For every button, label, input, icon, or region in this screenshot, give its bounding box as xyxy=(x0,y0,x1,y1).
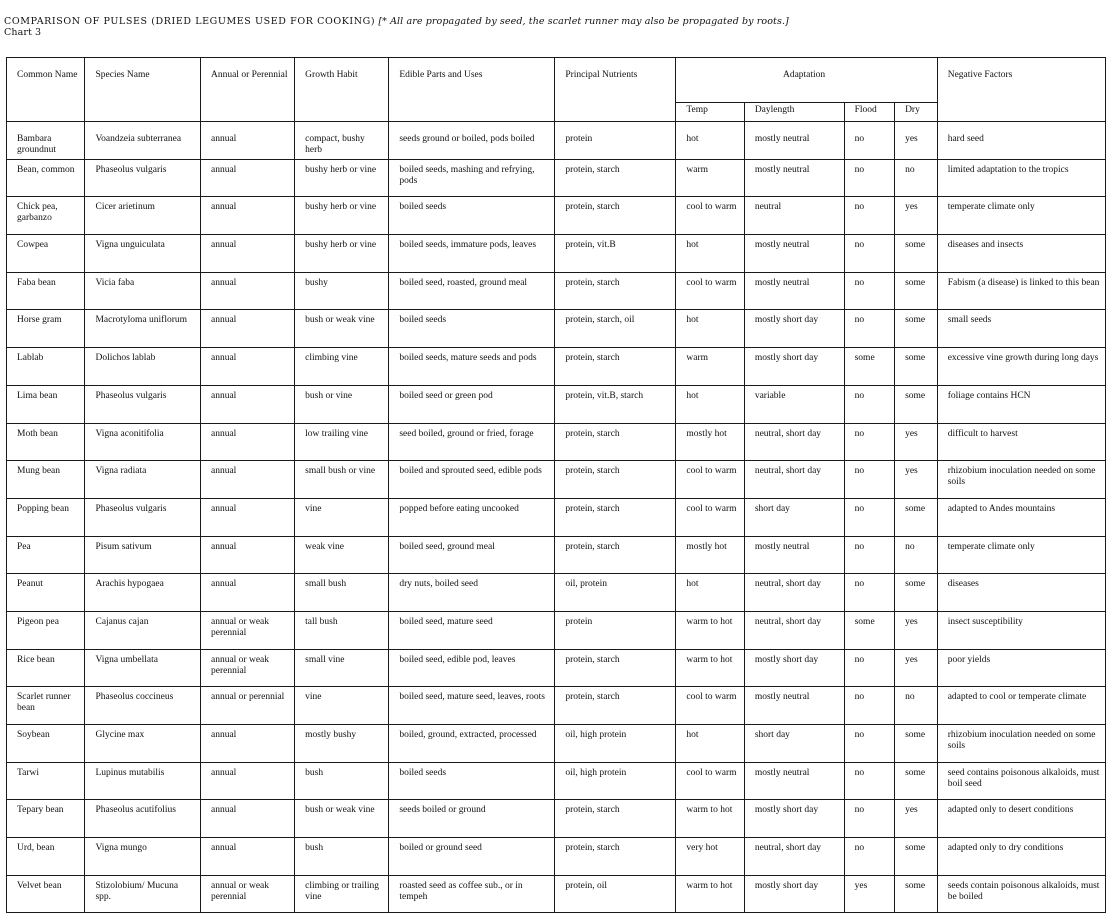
cell-flood: no xyxy=(844,574,894,612)
cell-annual-perennial: annual or weak perennial xyxy=(200,611,294,649)
cell-growth-habit: tall bush xyxy=(295,611,389,649)
table-row xyxy=(7,423,1106,461)
cell-species-name: Phaseolus vulgaris xyxy=(85,385,201,423)
cell-species-name: Stizolobium/ Mucuna spp. xyxy=(85,875,201,913)
cell-temp: hot xyxy=(676,310,744,348)
cell-species-name: Phaseolus vulgaris xyxy=(85,498,201,536)
table-row xyxy=(7,536,1106,574)
cell-growth-habit: bush xyxy=(295,762,389,800)
cell-flood: no xyxy=(844,461,894,499)
cell-flood: no xyxy=(844,310,894,348)
cell-flood: no xyxy=(844,122,894,160)
cell-annual-perennial: annual xyxy=(200,838,294,876)
table-row xyxy=(7,800,1106,838)
table-row xyxy=(7,385,1106,423)
table-row xyxy=(7,498,1106,536)
cell-common-name: Bambara groundnut xyxy=(7,122,85,160)
cell-principal-nutrients: protein xyxy=(555,122,676,160)
cell-negative-factors: difficult to harvest xyxy=(937,423,1105,461)
cell-principal-nutrients: protein, starch xyxy=(555,348,676,386)
cell-edible-parts: boiled seeds xyxy=(389,762,555,800)
cell-flood: no xyxy=(844,762,894,800)
cell-principal-nutrients: protein, vit.B, starch xyxy=(555,385,676,423)
cell-dry: yes xyxy=(895,461,938,499)
cell-principal-nutrients: oil, high protein xyxy=(555,725,676,763)
cell-principal-nutrients: protein, vit.B xyxy=(555,235,676,273)
cell-species-name: Phaseolus vulgaris xyxy=(85,159,201,197)
cell-species-name: Arachis hypogaea xyxy=(85,574,201,612)
cell-daylength: mostly neutral xyxy=(744,159,844,197)
cell-negative-factors: adapted only to desert conditions xyxy=(937,800,1105,838)
cell-principal-nutrients: protein, starch xyxy=(555,649,676,687)
cell-edible-parts: boiled seed, roasted, ground meal xyxy=(389,272,555,310)
document-note: [* All are propagated by seed, the scarlet runner may also be propagated by roots.] xyxy=(378,16,789,27)
cell-dry: some xyxy=(895,272,938,310)
cell-principal-nutrients: protein, starch xyxy=(555,687,676,725)
cell-temp: hot xyxy=(676,574,744,612)
cell-dry: no xyxy=(895,536,938,574)
cell-principal-nutrients: protein, starch, oil xyxy=(555,310,676,348)
cell-negative-factors: temperate climate only xyxy=(937,197,1105,235)
cell-temp: cool to warm xyxy=(676,687,744,725)
cell-temp: very hot xyxy=(676,838,744,876)
cell-annual-perennial: annual xyxy=(200,235,294,273)
table-row xyxy=(7,687,1106,725)
cell-dry: some xyxy=(895,574,938,612)
cell-negative-factors: excessive vine growth during long days xyxy=(937,348,1105,386)
cell-dry: some xyxy=(895,725,938,763)
cell-temp: cool to warm xyxy=(676,197,744,235)
cell-negative-factors: poor yields xyxy=(937,649,1105,687)
cell-edible-parts: popped before eating uncooked xyxy=(389,498,555,536)
cell-species-name: Vicia faba xyxy=(85,272,201,310)
cell-edible-parts: boiled seeds, immature pods, leaves xyxy=(389,235,555,273)
cell-growth-habit: bush or weak vine xyxy=(295,310,389,348)
cell-temp: cool to warm xyxy=(676,461,744,499)
cell-growth-habit: vine xyxy=(295,687,389,725)
cell-dry: yes xyxy=(895,800,938,838)
cell-edible-parts: boiled seeds, mature seeds and pods xyxy=(389,348,555,386)
cell-flood: no xyxy=(844,725,894,763)
cell-daylength: mostly short day xyxy=(744,875,844,913)
cell-species-name: Pisum sativum xyxy=(85,536,201,574)
cell-annual-perennial: annual or perennial xyxy=(200,687,294,725)
cell-species-name: Phaseolus acutifolius xyxy=(85,800,201,838)
cell-temp: hot xyxy=(676,122,744,160)
table-row xyxy=(7,197,1106,235)
cell-dry: some xyxy=(895,235,938,273)
cell-species-name: Vigna radiata xyxy=(85,461,201,499)
cell-daylength: mostly neutral xyxy=(744,536,844,574)
cell-annual-perennial: annual xyxy=(200,310,294,348)
cell-negative-factors: small seeds xyxy=(937,310,1105,348)
cell-growth-habit: small bush or vine xyxy=(295,461,389,499)
cell-common-name: Velvet bean xyxy=(7,875,85,913)
cell-common-name: Peanut xyxy=(7,574,85,612)
cell-daylength: neutral, short day xyxy=(744,611,844,649)
cell-growth-habit: low trailing vine xyxy=(295,423,389,461)
cell-daylength: neutral, short day xyxy=(744,838,844,876)
header-common-name: Common Name xyxy=(7,58,85,122)
cell-daylength: mostly neutral xyxy=(744,235,844,273)
cell-negative-factors: seeds contain poisonous alkaloids, must be boiled xyxy=(937,875,1105,913)
cell-growth-habit: bush or vine xyxy=(295,385,389,423)
cell-species-name: Vigna unguiculata xyxy=(85,235,201,273)
cell-species-name: Lupinus mutabilis xyxy=(85,762,201,800)
cell-daylength: mostly short day xyxy=(744,649,844,687)
header-species-name: Species Name xyxy=(85,58,201,122)
cell-principal-nutrients: protein, starch xyxy=(555,423,676,461)
cell-flood: some xyxy=(844,348,894,386)
cell-flood: no xyxy=(844,197,894,235)
cell-daylength: neutral, short day xyxy=(744,423,844,461)
table-row xyxy=(7,875,1106,913)
cell-negative-factors: adapted to cool or temperate climate xyxy=(937,687,1105,725)
cell-daylength: mostly short day xyxy=(744,348,844,386)
cell-principal-nutrients: oil, protein xyxy=(555,574,676,612)
header-flood: Flood xyxy=(844,103,894,122)
cell-edible-parts: boiled seed or green pod xyxy=(389,385,555,423)
cell-annual-perennial: annual xyxy=(200,122,294,160)
cell-principal-nutrients: oil, high protein xyxy=(555,762,676,800)
cell-annual-perennial: annual xyxy=(200,423,294,461)
cell-growth-habit: climbing vine xyxy=(295,348,389,386)
cell-daylength: mostly neutral xyxy=(744,687,844,725)
cell-dry: some xyxy=(895,762,938,800)
cell-annual-perennial: annual xyxy=(200,197,294,235)
cell-temp: cool to warm xyxy=(676,272,744,310)
cell-principal-nutrients: protein, starch xyxy=(555,498,676,536)
table-row xyxy=(7,122,1106,160)
cell-common-name: Horse gram xyxy=(7,310,85,348)
document-title: COMPARISON OF PULSES (DRIED LEGUMES USED FOR COOKING) xyxy=(4,16,376,27)
table-row xyxy=(7,235,1106,273)
cell-species-name: Voandzeia subterranea xyxy=(85,122,201,160)
cell-growth-habit: compact, bushy herb xyxy=(295,122,389,160)
cell-common-name: Lima bean xyxy=(7,385,85,423)
cell-common-name: Rice bean xyxy=(7,649,85,687)
cell-temp: hot xyxy=(676,725,744,763)
table-row xyxy=(7,272,1106,310)
cell-flood: no xyxy=(844,649,894,687)
cell-temp: warm to hot xyxy=(676,649,744,687)
cell-flood: no xyxy=(844,159,894,197)
cell-common-name: Pea xyxy=(7,536,85,574)
cell-edible-parts: boiled seed, mature seed xyxy=(389,611,555,649)
cell-principal-nutrients: protein xyxy=(555,611,676,649)
table-row xyxy=(7,348,1106,386)
cell-dry: some xyxy=(895,838,938,876)
cell-flood: some xyxy=(844,611,894,649)
cell-temp: warm xyxy=(676,348,744,386)
cell-growth-habit: weak vine xyxy=(295,536,389,574)
cell-flood: no xyxy=(844,498,894,536)
cell-flood: no xyxy=(844,272,894,310)
table-row xyxy=(7,838,1106,876)
document-title-line xyxy=(4,16,789,27)
cell-species-name: Cicer arietinum xyxy=(85,197,201,235)
cell-daylength: neutral, short day xyxy=(744,574,844,612)
cell-dry: no xyxy=(895,159,938,197)
cell-species-name: Cajanus cajan xyxy=(85,611,201,649)
cell-common-name: Soybean xyxy=(7,725,85,763)
header-dry: Dry xyxy=(895,103,938,122)
cell-species-name: Dolichos lablab xyxy=(85,348,201,386)
cell-annual-perennial: annual xyxy=(200,800,294,838)
cell-common-name: Lablab xyxy=(7,348,85,386)
cell-edible-parts: seeds boiled or ground xyxy=(389,800,555,838)
cell-edible-parts: boiled seeds xyxy=(389,197,555,235)
cell-growth-habit: vine xyxy=(295,498,389,536)
table-row xyxy=(7,649,1106,687)
cell-temp: warm to hot xyxy=(676,800,744,838)
cell-negative-factors: seed contains poisonous alkaloids, must boil seed xyxy=(937,762,1105,800)
cell-common-name: Faba bean xyxy=(7,272,85,310)
header-negative-factors: Negative Factors xyxy=(937,58,1105,122)
cell-growth-habit: bushy herb or vine xyxy=(295,235,389,273)
cell-growth-habit: bushy xyxy=(295,272,389,310)
cell-temp: cool to warm xyxy=(676,762,744,800)
cell-negative-factors: temperate climate only xyxy=(937,536,1105,574)
cell-temp: mostly hot xyxy=(676,536,744,574)
cell-daylength: mostly neutral xyxy=(744,272,844,310)
header-temp: Temp xyxy=(676,103,744,122)
cell-daylength: neutral xyxy=(744,197,844,235)
cell-negative-factors: insect susceptibility xyxy=(937,611,1105,649)
cell-principal-nutrients: protein, starch xyxy=(555,159,676,197)
cell-annual-perennial: annual xyxy=(200,159,294,197)
header-growth-habit: Growth Habit xyxy=(295,58,389,122)
cell-species-name: Glycine max xyxy=(85,725,201,763)
header-principal-nutrients: Principal Nutrients xyxy=(555,58,676,122)
table-body xyxy=(7,122,1106,913)
cell-annual-perennial: annual xyxy=(200,461,294,499)
table-row xyxy=(7,159,1106,197)
cell-common-name: Urd, bean xyxy=(7,838,85,876)
cell-flood: yes xyxy=(844,875,894,913)
cell-temp: cool to warm xyxy=(676,498,744,536)
cell-edible-parts: boiled seeds xyxy=(389,310,555,348)
cell-daylength: short day xyxy=(744,725,844,763)
cell-dry: some xyxy=(895,348,938,386)
cell-dry: yes xyxy=(895,611,938,649)
cell-common-name: Popping bean xyxy=(7,498,85,536)
cell-dry: some xyxy=(895,875,938,913)
cell-species-name: Vigna aconitifolia xyxy=(85,423,201,461)
cell-temp: warm xyxy=(676,159,744,197)
cell-edible-parts: roasted seed as coffee sub., or in tempeh xyxy=(389,875,555,913)
cell-common-name: Moth bean xyxy=(7,423,85,461)
cell-edible-parts: seed boiled, ground or fried, forage xyxy=(389,423,555,461)
cell-flood: no xyxy=(844,687,894,725)
cell-annual-perennial: annual xyxy=(200,762,294,800)
cell-principal-nutrients: protein, starch xyxy=(555,838,676,876)
cell-temp: warm to hot xyxy=(676,611,744,649)
cell-temp: hot xyxy=(676,235,744,273)
cell-negative-factors: diseases and insects xyxy=(937,235,1105,273)
cell-principal-nutrients: protein, starch xyxy=(555,461,676,499)
cell-negative-factors: adapted to Andes mountains xyxy=(937,498,1105,536)
cell-temp: mostly hot xyxy=(676,423,744,461)
cell-dry: some xyxy=(895,310,938,348)
cell-negative-factors: foliage contains HCN xyxy=(937,385,1105,423)
cell-daylength: short day xyxy=(744,498,844,536)
cell-annual-perennial: annual xyxy=(200,348,294,386)
cell-flood: no xyxy=(844,838,894,876)
document-heading xyxy=(4,16,789,38)
cell-flood: no xyxy=(844,536,894,574)
cell-daylength: mostly short day xyxy=(744,800,844,838)
table-row xyxy=(7,310,1106,348)
pulses-table xyxy=(6,57,1106,913)
cell-dry: some xyxy=(895,385,938,423)
cell-flood: no xyxy=(844,423,894,461)
cell-daylength: mostly neutral xyxy=(744,762,844,800)
cell-edible-parts: boiled or ground seed xyxy=(389,838,555,876)
cell-edible-parts: boiled seed, ground meal xyxy=(389,536,555,574)
cell-edible-parts: boiled seed, edible pod, leaves xyxy=(389,649,555,687)
cell-growth-habit: bushy herb or vine xyxy=(295,197,389,235)
cell-principal-nutrients: protein, starch xyxy=(555,536,676,574)
cell-flood: no xyxy=(844,235,894,273)
cell-negative-factors: Fabism (a disease) is linked to this bean xyxy=(937,272,1105,310)
header-adaptation: Adaptation xyxy=(676,58,937,103)
table-row xyxy=(7,461,1106,499)
cell-growth-habit: small bush xyxy=(295,574,389,612)
cell-growth-habit: climbing or trailing vine xyxy=(295,875,389,913)
cell-common-name: Scarlet runner bean xyxy=(7,687,85,725)
cell-dry: yes xyxy=(895,649,938,687)
cell-species-name: Vigna mungo xyxy=(85,838,201,876)
cell-common-name: Tepary bean xyxy=(7,800,85,838)
cell-edible-parts: boiled, ground, extracted, processed xyxy=(389,725,555,763)
cell-daylength: mostly short day xyxy=(744,310,844,348)
cell-negative-factors: diseases xyxy=(937,574,1105,612)
cell-annual-perennial: annual xyxy=(200,498,294,536)
cell-annual-perennial: annual xyxy=(200,536,294,574)
cell-annual-perennial: annual or weak perennial xyxy=(200,649,294,687)
cell-edible-parts: boiled and sprouted seed, edible pods xyxy=(389,461,555,499)
cell-common-name: Cowpea xyxy=(7,235,85,273)
cell-species-name: Macrotyloma uniflorum xyxy=(85,310,201,348)
cell-growth-habit: mostly bushy xyxy=(295,725,389,763)
header-edible-parts: Edible Parts and Uses xyxy=(389,58,555,122)
cell-dry: yes xyxy=(895,122,938,160)
cell-edible-parts: boiled seed, mature seed, leaves, roots xyxy=(389,687,555,725)
cell-dry: no xyxy=(895,687,938,725)
cell-principal-nutrients: protein, starch xyxy=(555,197,676,235)
cell-temp: hot xyxy=(676,385,744,423)
table-row xyxy=(7,574,1106,612)
cell-species-name: Vigna umbellata xyxy=(85,649,201,687)
table-row xyxy=(7,611,1106,649)
cell-edible-parts: dry nuts, boiled seed xyxy=(389,574,555,612)
cell-principal-nutrients: protein, starch xyxy=(555,800,676,838)
chart-label: Chart 3 xyxy=(4,27,42,38)
cell-annual-perennial: annual or weak perennial xyxy=(200,875,294,913)
cell-annual-perennial: annual xyxy=(200,272,294,310)
cell-temp: warm to hot xyxy=(676,875,744,913)
cell-flood: no xyxy=(844,385,894,423)
cell-dry: yes xyxy=(895,197,938,235)
table-row xyxy=(7,762,1106,800)
cell-negative-factors: limited adaptation to the tropics xyxy=(937,159,1105,197)
cell-negative-factors: rhizobium inoculation needed on some soils xyxy=(937,461,1105,499)
cell-principal-nutrients: protein, oil xyxy=(555,875,676,913)
cell-principal-nutrients: protein, starch xyxy=(555,272,676,310)
table-row xyxy=(7,725,1106,763)
cell-common-name: Pigeon pea xyxy=(7,611,85,649)
cell-edible-parts: seeds ground or boiled, pods boiled xyxy=(389,122,555,160)
cell-growth-habit: small vine xyxy=(295,649,389,687)
cell-dry: yes xyxy=(895,423,938,461)
cell-growth-habit: bush xyxy=(295,838,389,876)
cell-growth-habit: bushy herb or vine xyxy=(295,159,389,197)
cell-daylength: neutral, short day xyxy=(744,461,844,499)
cell-edible-parts: boiled seeds, mashing and refrying, pods xyxy=(389,159,555,197)
cell-dry: some xyxy=(895,498,938,536)
cell-negative-factors: rhizobium inoculation needed on some soils xyxy=(937,725,1105,763)
cell-species-name: Phaseolus coccineus xyxy=(85,687,201,725)
cell-common-name: Tarwi xyxy=(7,762,85,800)
cell-negative-factors: adapted only to dry conditions xyxy=(937,838,1105,876)
cell-annual-perennial: annual xyxy=(200,574,294,612)
cell-growth-habit: bush or weak vine xyxy=(295,800,389,838)
cell-common-name: Mung bean xyxy=(7,461,85,499)
cell-common-name: Chick pea, garbanzo xyxy=(7,197,85,235)
cell-annual-perennial: annual xyxy=(200,385,294,423)
cell-annual-perennial: annual xyxy=(200,725,294,763)
header-annual-perennial: Annual or Perennial xyxy=(200,58,294,122)
cell-flood: no xyxy=(844,800,894,838)
header-daylength: Daylength xyxy=(744,103,844,122)
cell-daylength: variable xyxy=(744,385,844,423)
cell-daylength: mostly neutral xyxy=(744,122,844,160)
cell-common-name: Bean, common xyxy=(7,159,85,197)
cell-negative-factors: hard seed xyxy=(937,122,1105,160)
